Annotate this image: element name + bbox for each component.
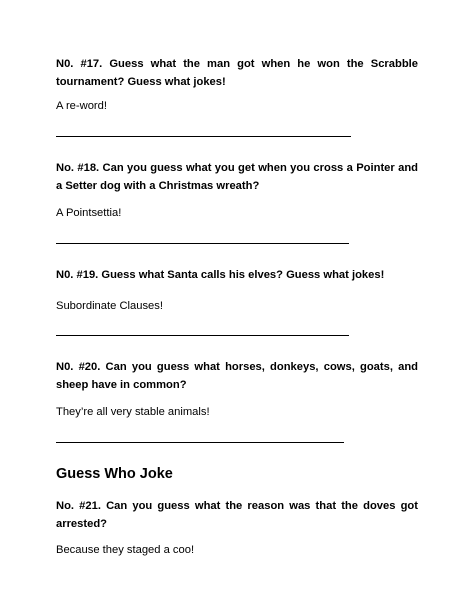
joke-21-answer: Because they staged a coo! bbox=[56, 544, 195, 556]
joke-18-answer: A Pointsettia! bbox=[56, 207, 122, 219]
joke-20-answer: They’re all very stable animals! bbox=[56, 406, 210, 418]
separator-line bbox=[56, 442, 344, 443]
joke-17-question: N0. #17. Guess what the man got when he won the Scrabble tournament? Guess what jokes! bbox=[56, 58, 418, 88]
section-heading: Guess Who Joke bbox=[56, 466, 173, 482]
joke-19-question: N0. #19. Guess what Santa calls his elves? Guess what jokes! bbox=[56, 269, 385, 281]
separator-line bbox=[56, 335, 349, 336]
joke-18-question: No. #18. Can you guess what you get when you cross a Pointer and a Setter dog with a Christmas wreath? bbox=[56, 162, 418, 192]
separator-line bbox=[56, 243, 349, 244]
separator-line bbox=[56, 136, 351, 137]
joke-19-answer: Subordinate Clauses! bbox=[56, 300, 163, 312]
joke-21-question: No. #21. Can you guess what the reason was that the doves got arrested? bbox=[56, 500, 418, 530]
joke-20-question: N0. #20. Can you guess what horses, donkeys, cows, goats, and sheep have in common? bbox=[56, 361, 418, 391]
joke-17-answer: A re-word! bbox=[56, 100, 107, 112]
